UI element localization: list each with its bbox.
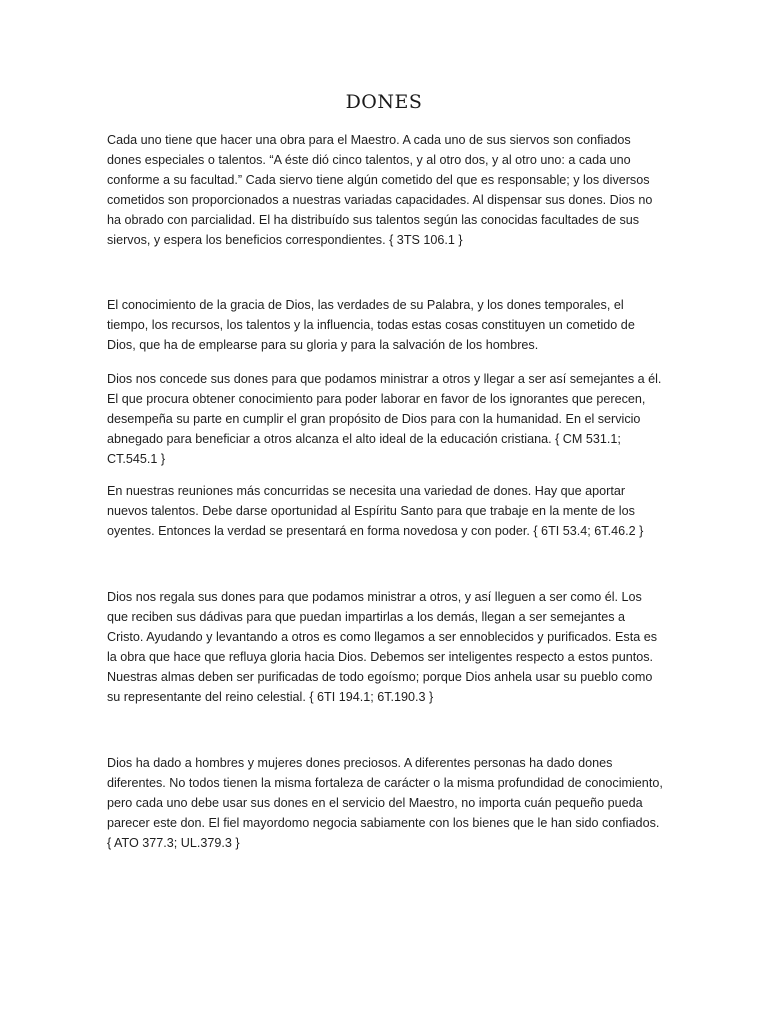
paragraph-6: Dios ha dado a hombres y mujeres dones preciosos. A diferentes personas ha dado dones diferentes. No todos tienen la misma fortaleza de carácter o la misma profundidad de conocimiento, pero cada uno debe usar sus dones en el servicio del Maestro, no importa cuán pequeño pueda parecer este don. El fiel mayordomo negocia sabiamente con los bienes que le han sido confiados. { ATO 377.3; UL.379.3 } <box>107 756 663 850</box>
paragraph-3: Dios nos concede sus dones para que podamos ministrar a otros y llegar a ser así semejantes a él. El que procura obtener conocimiento para poder laborar en favor de los ignorantes que perecen, desempeña su parte en cumplir el gran propósito de Dios para con la humanidad. En el servicio abnegado para beneficiar a otros alcanza el alto ideal de la educación cristiana. { CM 531.1; CT.545.1 } <box>107 372 662 466</box>
paragraph-5: Dios nos regala sus dones para que podamos ministrar a otros, y así lleguen a ser como él. Los que reciben sus dádivas para que puedan impartirlas a los demás, llegan a ser semejantes a Cristo. Ayudando y levantando a otros es como llegamos a ser ennoblecidos y purificados. Esta es la obra que hace que refluya gloria hacia Dios. Debemos ser inteligentes respecto a estos puntos. Nuestras almas deben ser purificadas de todo egoísmo; porque Dios anhela usar su pueblo como su representante del reino celestial. { 6TI 194.1; 6T.190.3 } <box>107 590 658 704</box>
paragraph-1: Cada uno tiene que hacer una obra para el Maestro. A cada uno de sus siervos son confiados dones especiales o talentos. “A éste dió cinco talentos, y al otro dos, y al otro uno: a cada uno conforme a su facultad.” Cada siervo tiene algún cometido del que es responsable; y los diversos cometidos son proporcionados a nuestras variadas capacidades. Al dispensar sus dones. Dios no ha obrado con parcialidad. El ha distribuído sus talentos según las conocidas facultades de sus siervos, y espera los beneficios correspondientes. { 3TS 106.1 } <box>107 133 653 247</box>
paragraph-2: El conocimiento de la gracia de Dios, las verdades de su Palabra, y los dones temporales, el tiempo, los recursos, los talentos y la influencia, todas estas cosas constituyen un cometido de Dios, que ha de emplearse para su gloria y para la salvación de los hombres. <box>107 298 635 352</box>
paragraph-4: En nuestras reuniones más concurridas se necesita una variedad de dones. Hay que aportar nuevos talentos. Debe darse oportunidad al Espíritu Santo para que trabaje en la mente de los oyentes. Entonces la verdad se presentará en forma novedosa y con poder. { 6TI 53.4; 6T.46.2 } <box>107 484 644 538</box>
page-title: DONES <box>345 91 423 113</box>
